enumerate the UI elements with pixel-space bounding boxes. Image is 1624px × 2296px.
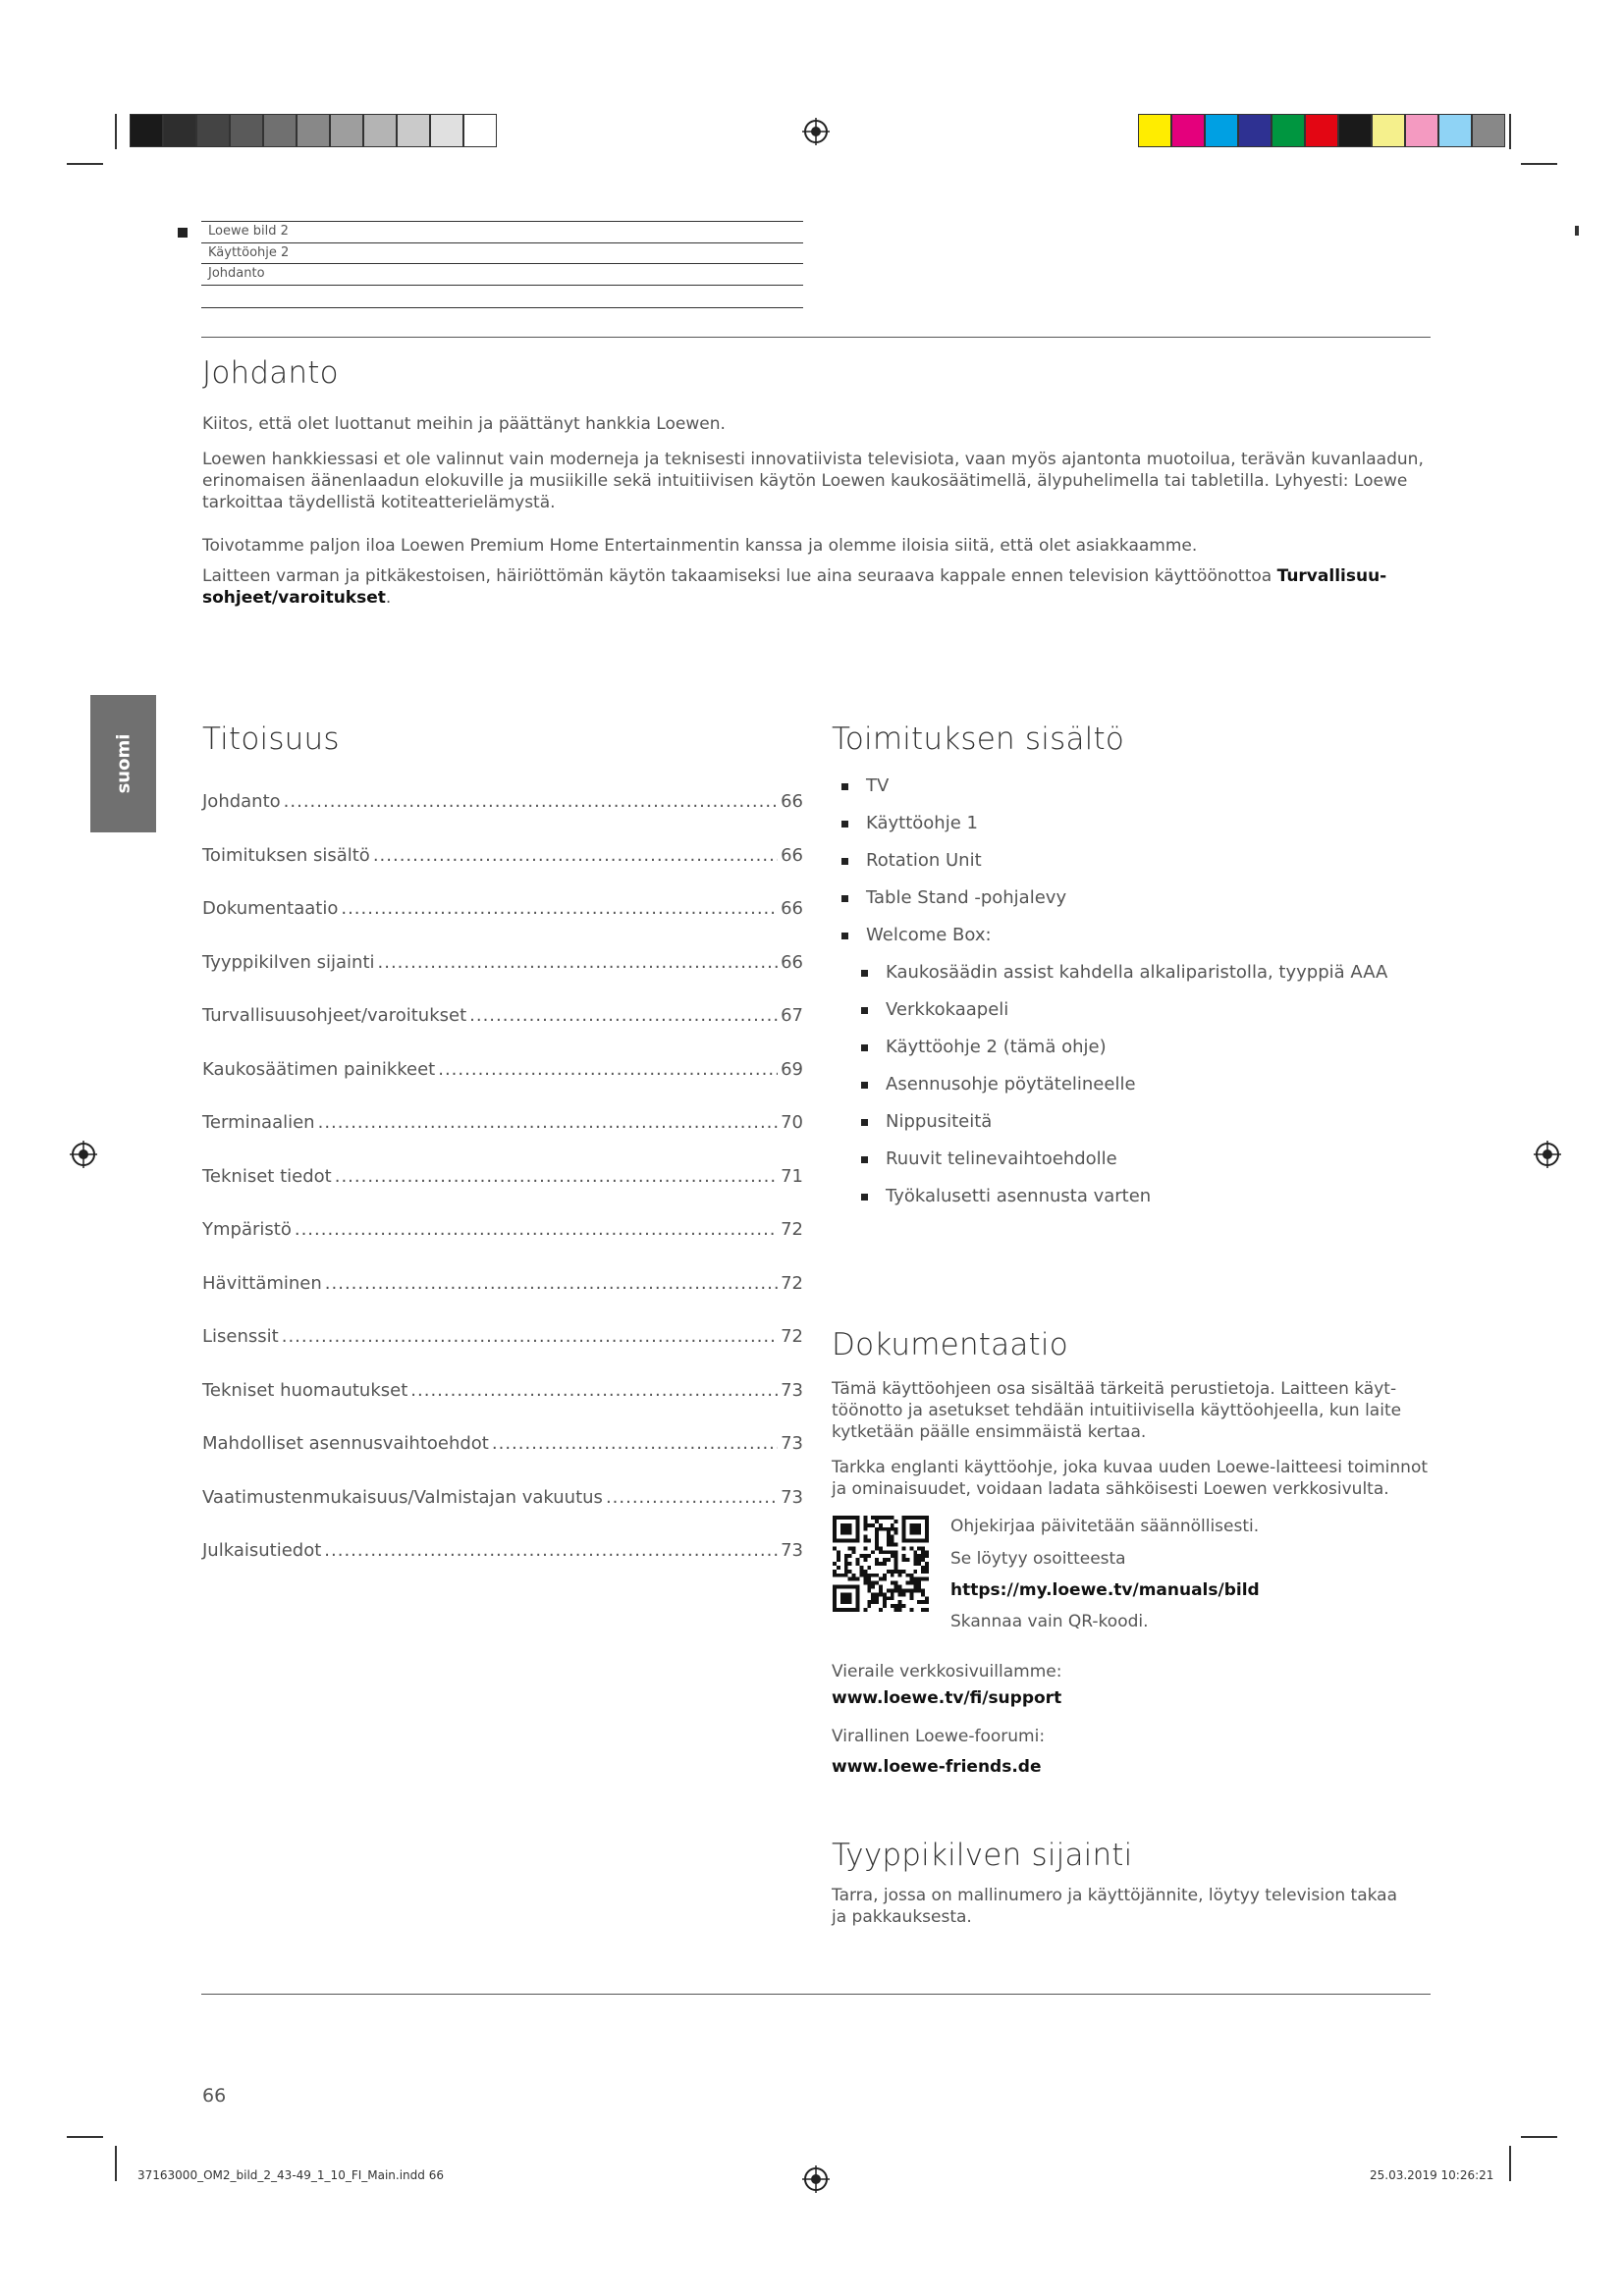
toc-entry-label: Kaukosäätimen painikkeet [202,1058,436,1080]
toc-leader-dots [469,1005,778,1026]
toc-leader-dots [341,898,778,919]
intro-paragraph [202,449,1439,513]
registration-mark-icon [70,1141,97,1168]
text-line: Tarra, jossa on mallinumero ja käyttöjännite, löytyy television takaa [832,1886,1397,1905]
breadcrumb-item: Käyttöohje 2 [208,245,290,260]
gray-swatch [463,114,497,147]
toc-leader-dots [410,1380,778,1401]
header-marker [178,228,188,238]
delivery-item [866,813,978,833]
delivery-subitem [886,1148,1117,1169]
language-tab-label: suomi [113,733,134,794]
footer-filename: 37163000_OM2_bild_2_43-49_1_10_FI_Main.indd 66 [137,2168,444,2182]
safety-reference: Turvallisuu- [1276,566,1387,586]
bullet-icon [861,1119,868,1126]
bullet-icon [861,1044,868,1051]
toc-entry-page: 72 [781,1219,803,1240]
toc-entry-label: Mahdolliset asennusvaihtoehdot [202,1433,489,1454]
toc-leader-dots [492,1433,778,1454]
support-url-link[interactable]: www.loewe.tv/fi/support [832,1688,1062,1708]
toc-leader-dots [284,791,778,812]
toc-entry-label: Tekniset tiedot [202,1165,332,1187]
bullet-icon [861,970,868,977]
crop-mark [1509,2146,1511,2181]
toc-entry-label: Ympäristö [202,1219,292,1240]
color-swatch [1305,114,1338,147]
toc-leader-dots [282,1326,778,1347]
toc-entry-page: 66 [781,791,803,812]
text-line: kytketään päälle ensimmäistä kertaa. [832,1422,1147,1442]
crop-mark [115,114,117,149]
crop-mark [67,2136,103,2138]
toc-entry[interactable] [202,1540,803,1561]
color-swatch [1205,114,1238,147]
bullet-icon [841,895,848,902]
bullet-icon [841,821,848,828]
visit-label: Vieraile verkkosivuillamme: [832,1662,1062,1682]
crop-mark [1509,114,1511,149]
color-swatch [1171,114,1205,147]
delivery-subitem [886,1186,1151,1206]
text-line: Loewen hankkiessasi et ole valinnut vain moderneja ja teknisesti innovatiivista televisiota, vaan myös ajantonta muotoilua, terävän kuvanlaadun, [202,450,1424,469]
toc-entry-page: 73 [781,1379,803,1401]
delivery-subitem-label: Verkkokaapeli [886,999,1009,1020]
docs-paragraph [832,1457,1428,1500]
side-mark [1575,226,1579,236]
registration-mark-icon [1534,1141,1561,1168]
forum-url-link[interactable]: www.loewe-friends.de [832,1757,1042,1777]
intro-paragraph: Kiitos, että olet luottanut meihin ja päättänyt hankkia Loewen. [202,414,726,434]
toc-entry-label: Turvallisuusohjeet/varoitukset [202,1005,467,1026]
toc-entry[interactable] [202,1219,803,1240]
language-tab [90,695,156,832]
gray-swatch [130,114,163,147]
toc-entry[interactable] [202,1433,803,1454]
toc-entry-label: Toimituksen sisältö [202,844,370,866]
color-swatch [1138,114,1171,147]
breadcrumb-item: Loewe bild 2 [208,224,289,239]
toc-entry-label: Johdanto [202,791,281,812]
gray-swatch [297,114,330,147]
delivery-subitem-label: Työkalusetti asennusta varten [886,1186,1152,1206]
toc-entry-page: 71 [781,1165,803,1187]
text-line: tarkoittaa täydellistä kotiteatterielämystä. [202,493,556,512]
gray-swatch [430,114,463,147]
bullet-icon [861,1082,868,1089]
delivery-item-label: Welcome Box: [866,925,992,945]
bullet-icon [861,1007,868,1014]
toc-entry-label: Dokumentaatio [202,898,339,919]
crop-mark [67,163,103,165]
toc-entry-label: Tyyppikilven sijainti [202,951,375,973]
toc-entry-page: 73 [781,1486,803,1508]
text-line: . [385,588,392,608]
delivery-subitem-label: Kaukosäädin assist kahdella alkaliparistolla, tyyppiä AAA [886,962,1388,983]
toc-leader-dots [318,1112,779,1133]
toc-entry-page: 73 [781,1540,803,1561]
delivery-item-label: TV [866,775,890,796]
toc-leader-dots [606,1487,778,1508]
forum-label: Virallinen Loewe-foorumi: [832,1727,1046,1746]
delivery-item-label: Table Stand -pohjalevy [866,887,1067,908]
header-line [201,285,803,286]
delivery-item [866,887,1066,908]
gray-swatch [363,114,397,147]
delivery-subitem-label: Asennusohje pöytätelineelle [886,1074,1136,1095]
gray-swatch [163,114,196,147]
toc-entry-page: 72 [781,1326,803,1347]
intro-paragraph [202,565,1439,609]
toc-entry-page: 66 [781,844,803,866]
toc-entry[interactable] [202,1112,803,1133]
text-line: ja pakkauksesta. [832,1907,972,1927]
toc-entry-page: 73 [781,1433,803,1454]
toc-entry[interactable] [202,1487,803,1508]
color-swatch [1472,114,1505,147]
registration-mark-icon [802,118,830,145]
toc-entry[interactable] [202,1166,803,1187]
delivery-item-label: Käyttöohje 1 [866,813,978,833]
bullet-icon [861,1194,868,1201]
docs-paragraph [832,1378,1401,1443]
toc-leader-dots [295,1219,778,1240]
header-line [201,221,803,222]
toc-entry[interactable] [202,791,803,812]
toc-entry[interactable] [202,1273,803,1294]
breadcrumb-item: Johdanto [208,266,265,281]
delivery-item [866,850,982,871]
top-rule [201,337,1431,338]
gray-swatch [330,114,363,147]
toc-entry[interactable] [202,898,803,919]
docs-heading: Dokumentaatio [832,1327,1068,1362]
toc-entry-label: Julkaisutiedot [202,1540,322,1561]
text-line: Tämä käyttöohjeen osa sisältää tärkeitä perustietoja. Laitteen käyt- [832,1379,1397,1399]
toc-heading: Titoisuus [202,721,340,757]
typeplate-paragraph [832,1885,1397,1928]
color-swatch [1372,114,1405,147]
gray-swatch [230,114,263,147]
toc-entry[interactable] [202,1380,803,1401]
bullet-icon [841,858,848,865]
delivery-item [866,775,889,796]
delivery-subitem [886,1037,1107,1057]
text-line: erinomaisen äänenlaadun elokuville ja musiikille sekä intuitiivisen käytön Loewen kaukosäätimellä, älypuhelimella tai tabletilla. Lyhyesti: Loewe [202,471,1408,491]
toc-entry-label: Terminaalien [202,1112,315,1133]
toc-leader-dots [335,1166,778,1187]
toc-entry-label: Tekniset huomautukset [202,1379,408,1401]
delivery-subitem-label: Ruuvit telinevaihtoehdolle [886,1148,1117,1169]
bottom-rule [201,1994,1431,1995]
delivery-subitem-label: Nippusiteitä [886,1111,993,1132]
gray-swatch [196,114,230,147]
intro-heading: Johdanto [202,355,339,391]
delivery-subitem-label: Käyttöohje 2 (tämä ohje) [886,1037,1107,1057]
qr-text: Skannaa vain QR-koodi. [950,1612,1149,1631]
toc-entry-page: 72 [781,1272,803,1294]
text-line: Laitteen varman ja pitkäkestoisen, häiriöttömän käytön takaamiseksi lue aina seuraava kappale ennen television käyttöönottoa [202,566,1272,586]
delivery-item [866,925,992,945]
toc-leader-dots [378,952,779,973]
toc-entry-page: 66 [781,951,803,973]
typeplate-heading: Tyyppikilven sijainti [832,1838,1133,1873]
manual-url-link[interactable]: https://my.loewe.tv/manuals/bild [950,1580,1260,1600]
header-line [201,242,803,243]
crop-mark [1521,163,1557,165]
header-line [201,307,803,308]
toc-entry[interactable] [202,952,803,973]
toc-entry-label: Lisenssit [202,1326,279,1347]
toc-leader-dots [373,845,778,866]
color-swatch [1405,114,1438,147]
toc-entry-label: Hävittäminen [202,1272,322,1294]
page-number: 66 [202,2085,227,2107]
qr-text: Ohjekirjaa päivitetään säännöllisesti. [950,1517,1260,1536]
toc-entry[interactable] [202,1005,803,1026]
qr-code-icon [833,1516,929,1612]
delivery-subitem [886,999,1008,1020]
color-swatch [1338,114,1372,147]
bullet-icon [841,783,848,790]
delivery-subitem [886,962,1387,983]
text-line: Tarkka englanti käyttöohje, joka kuvaa uuden Loewe-laitteesi toiminnot [832,1458,1429,1477]
toc-entry-page: 67 [781,1005,803,1026]
color-swatch [1272,114,1305,147]
toc-leader-dots [438,1059,778,1080]
crop-mark [1521,2136,1557,2138]
intro-paragraph: Toivotamme paljon iloa Loewen Premium Home Entertainmentin kanssa ja olemme iloisia siitä, että olet asiakkaamme. [202,536,1198,556]
bullet-icon [861,1156,868,1163]
color-swatch [1238,114,1272,147]
bullet-icon [841,933,848,939]
color-swatch [1438,114,1472,147]
toc-entry-page: 70 [781,1112,803,1133]
toc-entry-label: Vaatimustenmukaisuus/Valmistajan vakuutus [202,1486,603,1508]
delivery-subitem [886,1074,1136,1095]
qr-text: Se löytyy osoitteesta [950,1549,1126,1569]
delivery-item-label: Rotation Unit [866,850,982,871]
toc-entry[interactable] [202,1326,803,1347]
gray-swatch [263,114,297,147]
toc-leader-dots [325,1273,778,1294]
registration-mark-icon [802,2165,830,2193]
toc-entry[interactable] [202,1059,803,1080]
toc-entry[interactable] [202,845,803,866]
safety-reference: sohjeet/varoitukset [202,588,386,608]
delivery-heading: Toimituksen sisältö [832,721,1124,757]
crop-mark [115,2146,117,2181]
toc-leader-dots [324,1540,778,1561]
toc-entry-page: 69 [781,1058,803,1080]
gray-swatch [397,114,430,147]
footer-timestamp: 25.03.2019 10:26:21 [1370,2168,1494,2182]
header-line [201,263,803,264]
toc-entry-page: 66 [781,898,803,919]
text-line: ja ominaisuudet, voidaan ladata sähköisesti Loewen verkkosivulta. [832,1479,1389,1499]
delivery-subitem [886,1111,992,1132]
text-line: töönotto ja asetukset tehdään intuitiivisella käyttöohjeella, kun laite [832,1401,1402,1420]
